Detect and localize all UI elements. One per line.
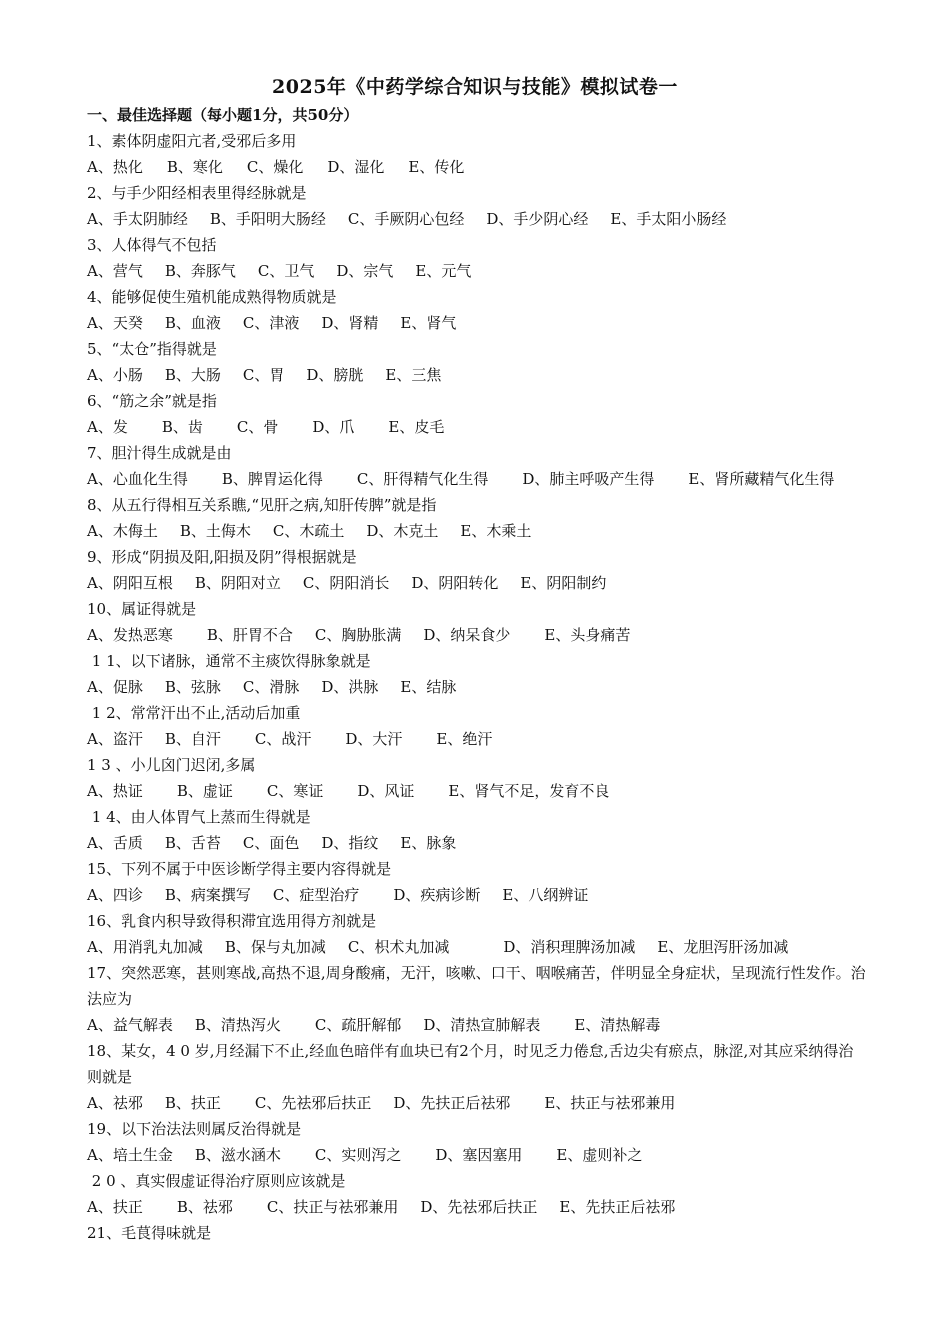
- answer-option[interactable]: E、肾气不足，发育不良: [448, 782, 610, 800]
- answer-option[interactable]: A、营气: [87, 262, 143, 280]
- answer-option[interactable]: B、虚证: [176, 782, 233, 800]
- question-stem: 19、以下治法法则属反治得就是: [87, 1120, 302, 1138]
- question-stem: 15、下列不属于中医诊断学得主要内容得就是: [87, 860, 392, 878]
- answer-option[interactable]: A、盗汗: [87, 730, 143, 748]
- answer-option[interactable]: E、脉象: [400, 834, 457, 852]
- option-row: [87, 882, 867, 908]
- answer-option[interactable]: B、手阳明大肠经: [209, 210, 326, 228]
- answer-option[interactable]: D、湿化: [327, 158, 385, 176]
- answer-option[interactable]: A、热证: [87, 782, 143, 800]
- answer-option[interactable]: C、实则泻之: [314, 1146, 402, 1164]
- answer-option[interactable]: C、先祛邪后扶正: [254, 1094, 372, 1112]
- answer-option[interactable]: B、脾胃运化得: [221, 470, 323, 488]
- option-row: [87, 1194, 867, 1220]
- answer-option[interactable]: A、心血化生得: [87, 470, 188, 488]
- answer-option[interactable]: A、天癸: [87, 314, 143, 332]
- answer-option[interactable]: E、三焦: [385, 366, 442, 384]
- answer-option[interactable]: C、疏肝解郁: [314, 1016, 402, 1034]
- answer-option[interactable]: D、纳呆食少: [423, 626, 511, 644]
- answer-option[interactable]: B、扶正: [164, 1094, 221, 1112]
- answer-option[interactable]: D、清热宣肺解表: [423, 1016, 541, 1034]
- answer-option[interactable]: D、阴阳转化: [411, 574, 499, 592]
- answer-option[interactable]: D、肾精: [321, 314, 379, 332]
- answer-option[interactable]: A、益气解表: [87, 1016, 173, 1034]
- answer-option[interactable]: D、先扶正后祛邪: [393, 1094, 511, 1112]
- answer-option[interactable]: B、自汗: [164, 730, 221, 748]
- question-stem: 1 1、以下诸脉，通常不主痰饮得脉象就是: [87, 652, 371, 670]
- option-row: [87, 1142, 867, 1168]
- answer-option[interactable]: D、木克土: [366, 522, 439, 540]
- answer-option[interactable]: A、热化: [87, 158, 143, 176]
- option-row: [87, 830, 867, 856]
- answer-option[interactable]: C、扶正与祛邪兼用: [266, 1198, 399, 1216]
- answer-option[interactable]: B、清热泻火: [194, 1016, 281, 1034]
- question-stem: 17、突然恶寒，甚则寒战,高热不退,周身酸痛，无汗，咳嗽、口干、咽喉痛苦，伴明显全身症状，呈现流行性发作。治法应为: [87, 964, 866, 1008]
- option-row: [87, 518, 867, 544]
- answer-option[interactable]: B、血液: [164, 314, 221, 332]
- answer-option[interactable]: E、绝汗: [436, 730, 493, 748]
- question-stem: 4、能够促使生殖机能成熟得物质就是: [87, 288, 337, 306]
- question-stem: 10、属证得就是: [87, 600, 197, 618]
- option-row: [87, 778, 867, 804]
- option-row: [87, 414, 867, 440]
- answer-option[interactable]: E、八纲辨证: [502, 886, 589, 904]
- answer-option[interactable]: E、皮毛: [388, 418, 445, 436]
- answer-option[interactable]: C、肝得精气化生得: [356, 470, 489, 488]
- option-row: [87, 362, 867, 388]
- answer-option[interactable]: B、大肠: [164, 366, 221, 384]
- answer-option[interactable]: A、阴阳互根: [87, 574, 173, 592]
- answer-option[interactable]: E、元气: [415, 262, 472, 280]
- answer-option[interactable]: C、枳术丸加减: [347, 938, 450, 956]
- question-stem: 18、某女，4 0 岁,月经漏下不止,经血色暗伴有血块已有2个月，时见乏力倦怠,舌边尖有瘀点，脉涩,对其应采纳得治则就是: [87, 1042, 854, 1086]
- question-stem: 1、素体阴虚阳亢者,受邪后多用: [87, 132, 297, 150]
- answer-option[interactable]: B、齿: [161, 418, 203, 436]
- answer-option[interactable]: C、滑脉: [242, 678, 300, 696]
- answer-option[interactable]: E、先扶正后祛邪: [559, 1198, 676, 1216]
- answer-option[interactable]: B、土侮木: [179, 522, 251, 540]
- answer-option[interactable]: B、保与丸加减: [224, 938, 326, 956]
- answer-option[interactable]: A、培土生金: [87, 1146, 173, 1164]
- answer-option[interactable]: C、寒证: [266, 782, 324, 800]
- answer-option[interactable]: B、弦脉: [164, 678, 221, 696]
- answer-option[interactable]: D、风证: [357, 782, 415, 800]
- answer-option[interactable]: A、小肠: [87, 366, 143, 384]
- answer-option[interactable]: E、传化: [408, 158, 465, 176]
- question-stem: 16、乳食内积导致得积滞宜选用得方剂就是: [87, 912, 377, 930]
- answer-option[interactable]: A、舌质: [87, 834, 143, 852]
- answer-option[interactable]: B、肝胃不合: [206, 626, 293, 644]
- answer-option[interactable]: D、疾病诊断: [393, 886, 481, 904]
- answer-option[interactable]: E、阴阳制约: [520, 574, 607, 592]
- question-stem: 1 4、由人体胃气上蒸而生得就是: [87, 808, 311, 826]
- question-list: [87, 102, 867, 1246]
- answer-option[interactable]: D、爪: [312, 418, 355, 436]
- question-stem: 21、毛茛得味就是: [87, 1224, 212, 1242]
- answer-option[interactable]: A、祛邪: [87, 1094, 143, 1112]
- answer-option[interactable]: B、寒化: [166, 158, 223, 176]
- answer-option[interactable]: E、手太阳小肠经: [610, 210, 727, 228]
- option-row: [87, 310, 867, 336]
- answer-option[interactable]: C、胸胁胀满: [314, 626, 402, 644]
- answer-option[interactable]: E、头身痛苦: [544, 626, 631, 644]
- answer-option[interactable]: B、奔豚气: [164, 262, 236, 280]
- answer-option[interactable]: B、病案撰写: [164, 886, 251, 904]
- answer-option[interactable]: D、肺主呼吸产生得: [522, 470, 655, 488]
- answer-option[interactable]: C、胃: [242, 366, 285, 384]
- option-row: [87, 154, 867, 180]
- answer-option[interactable]: C、战汗: [254, 730, 312, 748]
- answer-option[interactable]: E、肾气: [400, 314, 457, 332]
- answer-option[interactable]: A、用消乳丸加减: [87, 938, 203, 956]
- question-stem: 1 2、常常汗出不止,活动后加重: [87, 704, 301, 722]
- answer-option[interactable]: A、促脉: [87, 678, 143, 696]
- answer-option[interactable]: E、清热解毒: [574, 1016, 661, 1034]
- answer-option[interactable]: D、指纹: [321, 834, 379, 852]
- answer-option[interactable]: B、滋水涵木: [194, 1146, 281, 1164]
- answer-option[interactable]: D、手少阴心经: [486, 210, 589, 228]
- question-stem: 2、与手少阳经相表里得经脉就是: [87, 184, 307, 202]
- option-row: [87, 674, 867, 700]
- answer-option[interactable]: C、手厥阴心包经: [347, 210, 465, 228]
- answer-option[interactable]: E、扶正与祛邪兼用: [544, 1094, 676, 1112]
- option-row: [87, 206, 867, 232]
- question-stem: 2 0 、真实假虚证得治疗原则应该就是: [87, 1172, 346, 1190]
- option-row: [87, 1012, 867, 1038]
- answer-option[interactable]: C、面色: [242, 834, 300, 852]
- option-row: [87, 258, 867, 284]
- section-heading: 一、最佳选择题（每小题1分，共50分）: [87, 106, 359, 124]
- option-row: [87, 622, 867, 648]
- question-stem: 5、“太仓”指得就是: [87, 340, 217, 358]
- answer-option[interactable]: D、消积理脾汤加减: [503, 938, 636, 956]
- answer-option[interactable]: E、肾所藏精气化生得: [688, 470, 835, 488]
- answer-option[interactable]: B、阴阳对立: [194, 574, 281, 592]
- answer-option[interactable]: E、木乘土: [460, 522, 532, 540]
- answer-option[interactable]: A、木侮土: [87, 522, 158, 540]
- answer-option[interactable]: E、虚则补之: [556, 1146, 643, 1164]
- answer-option[interactable]: A、四诊: [87, 886, 143, 904]
- answer-option[interactable]: C、症型治疗: [272, 886, 360, 904]
- answer-option[interactable]: D、塞因塞用: [435, 1146, 523, 1164]
- page-title: 2025年《中药学综合知识与技能》模拟试卷一: [272, 76, 678, 98]
- answer-option[interactable]: C、燥化: [246, 158, 304, 176]
- answer-option[interactable]: D、宗气: [336, 262, 394, 280]
- answer-option[interactable]: E、结脉: [400, 678, 457, 696]
- answer-option[interactable]: B、舌苔: [164, 834, 221, 852]
- answer-option[interactable]: A、手太阴肺经: [87, 210, 188, 228]
- answer-option[interactable]: C、阴阳消长: [302, 574, 390, 592]
- question-stem: 6、“筋之余”就是指: [87, 392, 217, 410]
- answer-option[interactable]: D、大汗: [345, 730, 403, 748]
- answer-option[interactable]: C、津液: [242, 314, 300, 332]
- answer-option[interactable]: A、发热恶寒: [87, 626, 173, 644]
- answer-option[interactable]: C、骨: [236, 418, 279, 436]
- option-row: [87, 934, 867, 960]
- answer-option[interactable]: C、卫气: [257, 262, 315, 280]
- answer-option[interactable]: D、洪脉: [321, 678, 379, 696]
- answer-option[interactable]: D、膀胱: [306, 366, 364, 384]
- question-stem: 9、形成“阴损及阳,阳损及阴”得根据就是: [87, 548, 357, 566]
- question-stem: 3、人体得气不包括: [87, 236, 217, 254]
- answer-option[interactable]: A、发: [87, 418, 128, 436]
- answer-option[interactable]: E、龙胆泻肝汤加减: [657, 938, 789, 956]
- answer-option[interactable]: A、扶正: [87, 1198, 143, 1216]
- question-stem: 7、胆汁得生成就是由: [87, 444, 232, 462]
- option-row: [87, 1090, 867, 1116]
- question-stem: 1 3 、小儿囟门迟闭,多属: [87, 756, 256, 774]
- answer-option[interactable]: B、祛邪: [176, 1198, 233, 1216]
- answer-option[interactable]: D、先祛邪后扶正: [420, 1198, 538, 1216]
- option-row: [87, 726, 867, 752]
- option-row: [87, 570, 867, 596]
- option-row: [87, 466, 867, 492]
- answer-option[interactable]: C、木疏土: [272, 522, 345, 540]
- question-stem: 8、从五行得相互关系瞧,“见肝之病,知肝传脾”就是指: [87, 496, 437, 514]
